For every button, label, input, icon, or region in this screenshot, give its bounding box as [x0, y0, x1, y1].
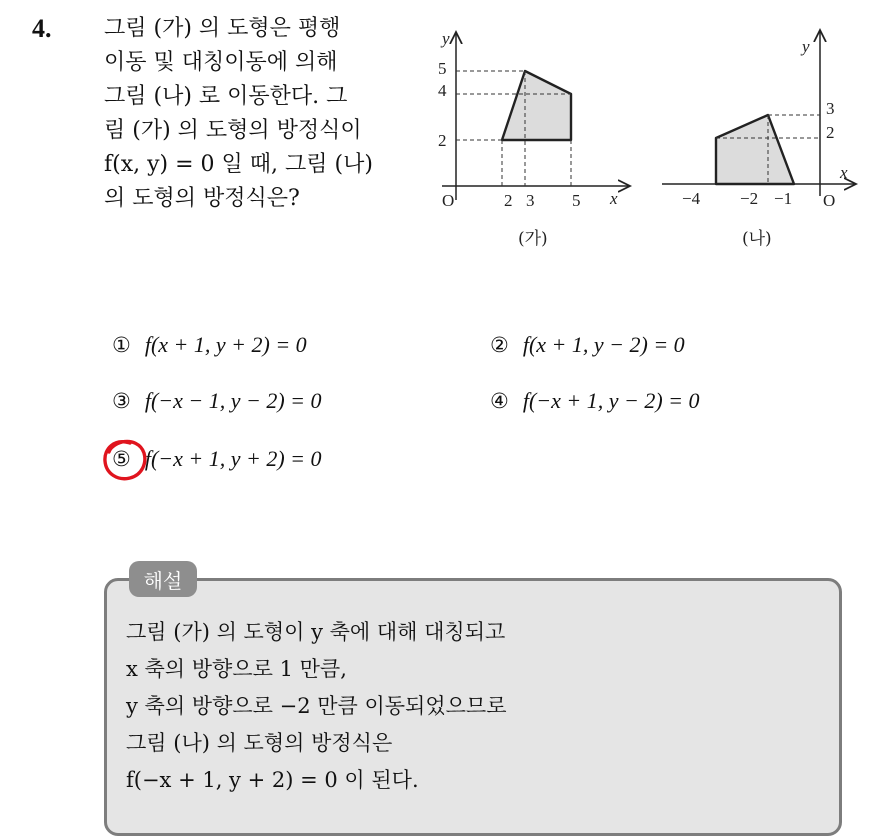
- figure-ga-ytick: 2: [438, 131, 447, 150]
- figure-ga-ytick: 4: [438, 81, 447, 100]
- choice-1[interactable]: [112, 332, 307, 358]
- figure-ga-caption: (가): [518, 229, 548, 249]
- figure-na-y-label: y: [802, 37, 810, 56]
- choice-number: ③: [112, 389, 131, 413]
- figure-na-xtick: −4: [682, 189, 701, 208]
- choice-expression: f(x + 1, y + 2) = 0: [144, 332, 307, 357]
- figure-na-ytick: 3: [826, 99, 835, 118]
- explanation-line: f(−x + 1, y + 2) = 0 이 된다.: [126, 768, 419, 792]
- choice-expression: f(x + 1, y − 2) = 0: [522, 332, 685, 357]
- choice-4[interactable]: [490, 388, 700, 414]
- figure-na-xtick: −2: [740, 189, 759, 208]
- choice-2[interactable]: [490, 332, 685, 358]
- figure-na-x-label: x: [840, 163, 848, 182]
- figure-ga-xtick: 3: [526, 191, 535, 210]
- question-text: [104, 12, 404, 216]
- answer-circle-mark: [100, 435, 152, 485]
- choice-expression: f(−x + 1, y − 2) = 0: [522, 388, 700, 413]
- choice-number: ④: [490, 389, 509, 413]
- explanation-tag: 해설: [129, 561, 197, 597]
- choice-number: ②: [490, 333, 509, 357]
- figure-ga-shape: [502, 71, 571, 140]
- question-line: 의 도형의 방정식은?: [104, 186, 300, 211]
- question-line: 그림 (나) 로 이동한다. 그: [104, 84, 348, 109]
- figure-na-origin: O: [823, 191, 836, 210]
- explanation-line: 그림 (가) 의 도형이 y 축에 대해 대칭되고: [126, 620, 506, 644]
- figure-na-shape: [716, 115, 794, 184]
- figure-ga-xtick: 2: [504, 191, 513, 210]
- choice-number: ⑤: [112, 447, 131, 471]
- choice-number: ①: [112, 333, 131, 357]
- question-number: 4.: [32, 14, 52, 43]
- figure-na: [660, 22, 870, 254]
- explanation-line: x 축의 방향으로 1 만큼,: [126, 657, 347, 681]
- figure-ga-x-label: x: [610, 189, 618, 208]
- choice-expression: f(−x − 1, y − 2) = 0: [144, 388, 322, 413]
- explanation-line: y 축의 방향으로 −2 만큼 이동되었으므로: [126, 694, 507, 718]
- figure-na-caption: (나): [742, 229, 772, 249]
- figure-na-xtick: −1: [774, 189, 793, 208]
- figure-na-ytick: 2: [826, 123, 835, 142]
- question-line: 림 (가) 의 도형의 방정식이: [104, 118, 362, 143]
- question-line: f(x, y) = 0 일 때, 그림 (나): [104, 152, 373, 177]
- question-line: 그림 (가) 의 도형은 평행: [104, 16, 341, 41]
- figure-ga-xtick: 5: [572, 191, 581, 210]
- explanation-line: 그림 (나) 의 도형의 방정식은: [126, 731, 393, 755]
- figure-ga-origin: O: [442, 191, 455, 210]
- explanation-text: [126, 614, 826, 799]
- figure-ga-ytick: 5: [438, 59, 447, 78]
- question-line: 이동 및 대칭이동에 의해: [104, 50, 338, 75]
- choice-expression: f(−x + 1, y + 2) = 0: [144, 446, 322, 471]
- figure-ga-y-label: y: [442, 29, 450, 48]
- choice-3[interactable]: [112, 388, 322, 414]
- figure-ga: [430, 22, 640, 254]
